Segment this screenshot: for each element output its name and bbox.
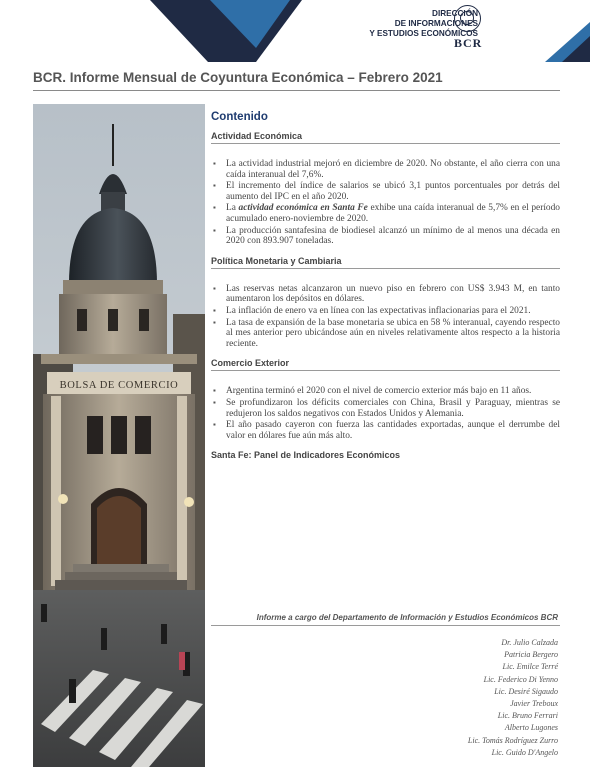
- staff-member: Lic. Bruno Ferrari: [497, 711, 558, 721]
- list-item: ▪ La actividad industrial mejoró en diciembre de 2020. No obstante, el año cierra con una caída interanual del 7,6%.: [211, 159, 560, 180]
- footer-divider: [211, 625, 560, 626]
- list-item: ▪ El año pasado cayeron con fuerza las cantidades exportadas, aunque el derrumbe del valor en dólares fue aún más alto.: [211, 420, 560, 441]
- panel-heading: Santa Fe: Panel de Indicadores Económicos: [211, 450, 401, 461]
- building-photo: [33, 104, 205, 767]
- bcr-seal-icon: [454, 5, 481, 32]
- list-item: ▪ La tasa de expansión de la base monetaria se ubica en 58 % interanual, cayendo respecto al mes anterior pero ubicándose aún en niveles relativamente altos respecto a la historia reciente.: [211, 318, 560, 350]
- staff-member: Lic. Desiré Sigaudo: [494, 686, 558, 696]
- list-item: ▪ La producción santafesina de biodiesel alcanzó un mínimo de al menos una década en 2020 con 893.907 toneladas.: [211, 226, 560, 247]
- title-divider: [33, 90, 560, 91]
- content-panel: [211, 104, 560, 460]
- content-title: Contenido: [211, 111, 268, 123]
- list-item-text: exhibe una caída interanual de 5,7% en el período acumulado enero-noviembre de 2020.: [226, 203, 560, 224]
- staff-member: Lic. Guido D'Angelo: [491, 747, 558, 757]
- staff-member: Alberto Lugones: [504, 723, 558, 733]
- staff-member: Lic. Tomás Rodríguez Zurro: [467, 735, 558, 745]
- report-credit: Informe a cargo del Departamento de Información y Estudios Económicos BCR: [256, 613, 558, 622]
- staff-member: Patricia Bergero: [504, 650, 558, 660]
- section-heading-monetaria: Política Monetaria y Cambiaria: [211, 256, 560, 269]
- list-item: ▪ El incremento del índice de salarios se ubicó 3,1 puntos porcentuales por detrás del aumento del IPC en el año 2020.: [211, 181, 560, 202]
- org-name: DIRECCIÓN DE INFORMACIONES Y ESTUDIOS ECONÓMICOS: [369, 9, 478, 38]
- list-item: ▪ Se profundizaron los déficits comerciales con China, Brasil y Paraguay, mientras se redujeron los saldos negativos con Estados Unidos y Alemania.: [211, 398, 560, 419]
- list-item: ▪ Argentina terminó el 2020 con el nivel de comercio exterior más bajo en 11 años.: [211, 386, 560, 397]
- comercio-list: [211, 386, 560, 441]
- section-heading-actividad: Actividad Económica: [211, 131, 560, 144]
- actividad-list: [211, 159, 560, 247]
- monetaria-list: [211, 284, 560, 350]
- list-item-highlight: actividad económica en Santa Fe: [238, 203, 368, 214]
- header-banner: [0, 0, 590, 62]
- staff-member: Dr. Julio Calzada: [501, 638, 558, 647]
- staff-member: Javier Treboux: [510, 699, 558, 709]
- list-item: [211, 203, 560, 224]
- section-heading-comercio: Comercio Exterior: [211, 358, 560, 371]
- banner-graphic: [0, 0, 590, 62]
- building-sign: BOLSA DE COMERCIO: [59, 380, 179, 391]
- bcr-logo: BCR: [454, 36, 483, 50]
- list-item: ▪ Las reservas netas alcanzaron un nuevo piso en febrero con US$ 3.943 M, en tanto aumentaron los depósitos en dólares.: [211, 284, 560, 305]
- list-item: ▪ La inflación de enero va en línea con las expectativas inflacionarias para el 2021.: [211, 306, 560, 317]
- list-item-text: La: [226, 203, 239, 214]
- staff-list: [468, 637, 558, 759]
- staff-member: Lic. Federico Di Yenno: [483, 674, 558, 684]
- staff-member: Lic. Emilce Terré: [502, 662, 558, 672]
- document-title: BCR. Informe Mensual de Coyuntura Económica – Febrero 2021: [33, 70, 443, 85]
